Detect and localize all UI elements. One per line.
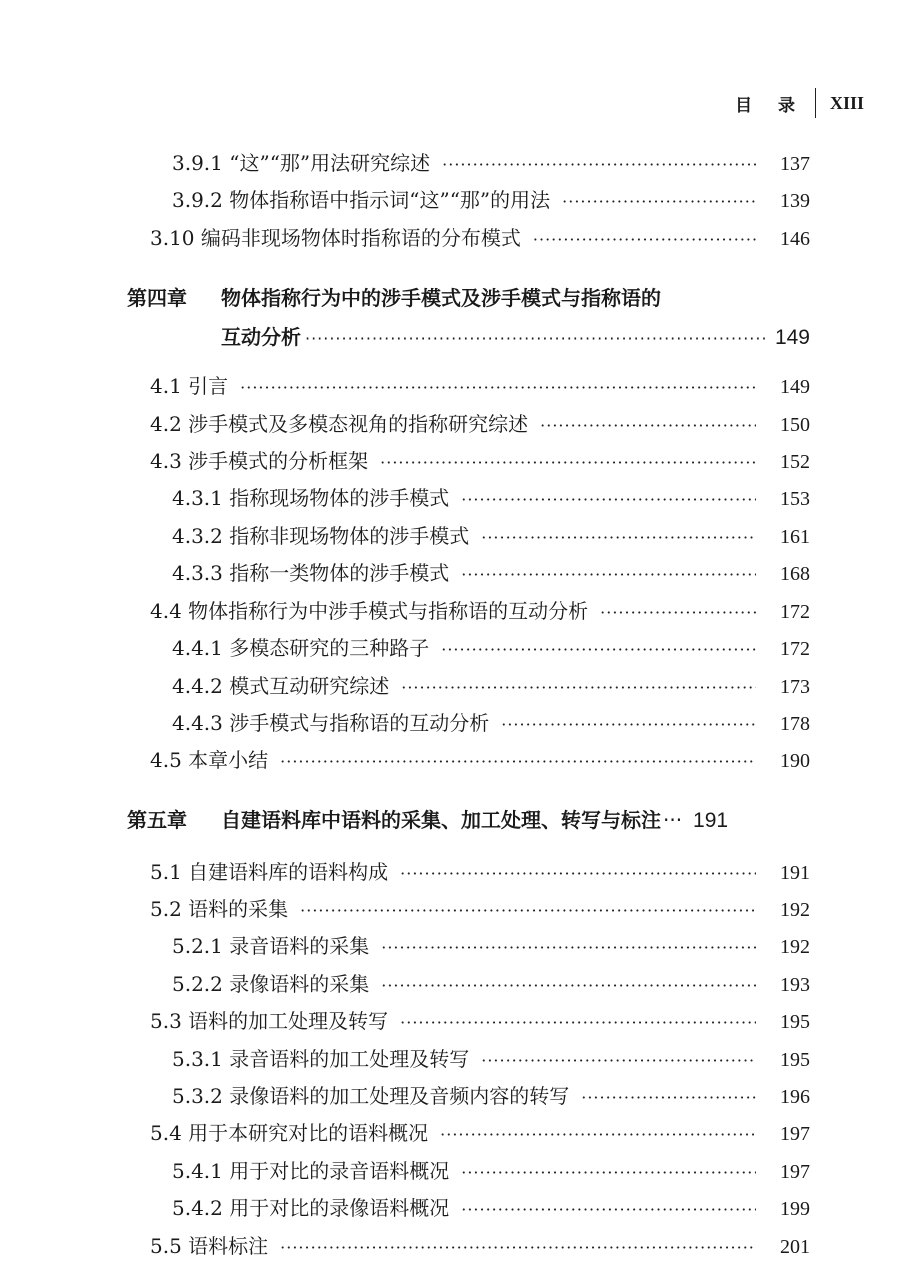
leader-dots — [540, 413, 756, 439]
page-number: 178 — [780, 713, 810, 735]
leader-dots — [461, 1160, 756, 1186]
page-number: 149 — [774, 326, 810, 349]
leader-dots — [300, 898, 756, 924]
toc-entry[interactable]: 4.3.3 指称一类物体的涉手模式 ····· 168 — [172, 560, 810, 588]
leader-dots — [562, 189, 756, 215]
leader-dots — [461, 487, 756, 513]
leader-dots — [581, 1085, 756, 1111]
toc-entry[interactable]: 5.4 用于本研究对比的语料概况 ····· 197 — [150, 1120, 810, 1148]
page-number: 192 — [780, 936, 810, 958]
toc-entry[interactable]: 5.4.1 用于对比的录音语料概况 ····· 197 — [172, 1158, 810, 1186]
page-number: 168 — [780, 563, 810, 585]
leader-dots — [280, 1235, 756, 1261]
chapter-title-line2: 互动分析 — [221, 325, 301, 349]
page-number: 173 — [780, 676, 810, 698]
leader-dots — [401, 675, 756, 701]
page-number: 172 — [780, 638, 810, 660]
chapter-5-heading[interactable] — [127, 804, 810, 833]
page-number: 149 — [780, 376, 810, 398]
toc-entry[interactable]: 4.4.2 模式互动研究综述 ····· 173 — [172, 673, 810, 701]
toc-entry[interactable]: 5.2 语料的采集 ····· 192 — [150, 896, 810, 924]
page-number: 146 — [780, 228, 810, 250]
toc-entry[interactable]: 4.1 引言 ····· 149 — [150, 373, 810, 401]
toc-entry[interactable]: 5.5 语料标注 ····· 201 — [150, 1233, 810, 1261]
toc-entry[interactable]: 5.3.2 录像语料的加工处理及音频内容的转写 ····· 196 — [172, 1083, 810, 1111]
leader-dots — [280, 749, 756, 775]
leader-dots — [380, 450, 756, 476]
chapter-4-heading[interactable] — [127, 282, 810, 350]
running-header — [735, 88, 864, 118]
header-page-number: XIII — [829, 92, 864, 113]
toc-entry[interactable]: 5.4.2 用于对比的录像语料概况 ····· 199 — [172, 1195, 810, 1223]
page-number: 195 — [780, 1011, 810, 1033]
leader-dots — [481, 1048, 756, 1074]
page-number: 139 — [780, 190, 810, 212]
toc-entry[interactable]: 4.3 涉手模式的分析框架 ····· 152 — [150, 448, 810, 476]
leader-dots — [442, 152, 756, 178]
toc-entry[interactable]: 4.5 本章小结 ····· 190 — [150, 747, 810, 775]
page-number: 197 — [780, 1161, 810, 1183]
page-number: 161 — [780, 526, 810, 548]
chapter-title: 自建语料库中语料的采集、加工处理、转写与标注 — [221, 808, 661, 832]
page-number: 190 — [780, 750, 810, 772]
toc-entry[interactable]: 5.3.1 录音语料的加工处理及转写 ····· 195 — [172, 1046, 810, 1074]
page-number: 197 — [780, 1123, 810, 1145]
page-number: 150 — [780, 414, 810, 436]
toc-entry[interactable]: 3.9.1 “这”“那”用法研究综述 ····· 137 — [172, 150, 810, 178]
page-number: 199 — [780, 1198, 810, 1220]
leader-dots — [501, 712, 756, 738]
leader-dots — [381, 973, 756, 999]
page-number: 195 — [780, 1049, 810, 1071]
toc-entry[interactable]: 5.3 语料的加工处理及转写 ····· 195 — [150, 1008, 810, 1036]
leader-dots — [481, 525, 756, 551]
toc-entry[interactable]: 4.3.2 指称非现场物体的涉手模式 ····· 161 — [172, 523, 810, 551]
chapter-label: 第四章 — [127, 286, 187, 310]
page-number: 191 — [780, 862, 810, 884]
page-number: 172 — [780, 601, 810, 623]
toc-entry[interactable]: 4.4 物体指称行为中涉手模式与指称语的互动分析 ····· 172 — [150, 598, 810, 626]
toc-entry[interactable]: 3.9.2 物体指称语中指示词“这”“那”的用法 ····· 139 — [172, 187, 810, 215]
toc-entry[interactable]: 4.4.3 涉手模式与指称语的互动分析 ····· 178 — [172, 710, 810, 738]
leader-dots — [533, 227, 756, 253]
toc-entry[interactable]: 3.10 编码非现场物体时指称语的分布模式 ····· 146 — [150, 225, 810, 253]
page-number: 152 — [780, 451, 810, 473]
leader-dots — [400, 1010, 756, 1036]
page-number: 191 — [693, 809, 729, 832]
leader-dots — [305, 329, 766, 348]
page-number: 201 — [780, 1236, 810, 1258]
page-number: 193 — [780, 974, 810, 996]
leader-dots — [441, 637, 756, 663]
leader-dots — [461, 1197, 756, 1223]
page-number: 153 — [780, 488, 810, 510]
page-number: 137 — [780, 153, 810, 175]
leader-dots — [600, 600, 756, 626]
leader-dots — [400, 861, 756, 887]
leader-dots — [461, 562, 756, 588]
page-number: 196 — [780, 1086, 810, 1108]
toc-entry[interactable]: 5.2.2 录像语料的采集 ····· 193 — [172, 971, 810, 999]
chapter-title-line1: 物体指称行为中的涉手模式及涉手模式与指称语的 — [221, 286, 661, 310]
toc-entry[interactable]: 4.2 涉手模式及多模态视角的指称研究综述 ····· 150 — [150, 411, 810, 439]
leader-dots: ··· — [663, 808, 683, 832]
header-divider — [815, 88, 816, 118]
leader-dots — [381, 935, 756, 961]
toc-entry[interactable]: 4.3.1 指称现场物体的涉手模式 ····· 153 — [172, 485, 810, 513]
chapter-label: 第五章 — [127, 808, 187, 832]
leader-dots — [440, 1122, 756, 1148]
toc-entry[interactable]: 5.2.1 录音语料的采集 ····· 192 — [172, 933, 810, 961]
toc-entry[interactable]: 4.4.1 多模态研究的三种路子 ····· 172 — [172, 635, 810, 663]
leader-dots — [240, 375, 756, 401]
header-title: 目 录 — [735, 95, 805, 116]
page-number: 192 — [780, 899, 810, 921]
toc-entry[interactable]: 5.1 自建语料库的语料构成 ····· 191 — [150, 859, 810, 887]
